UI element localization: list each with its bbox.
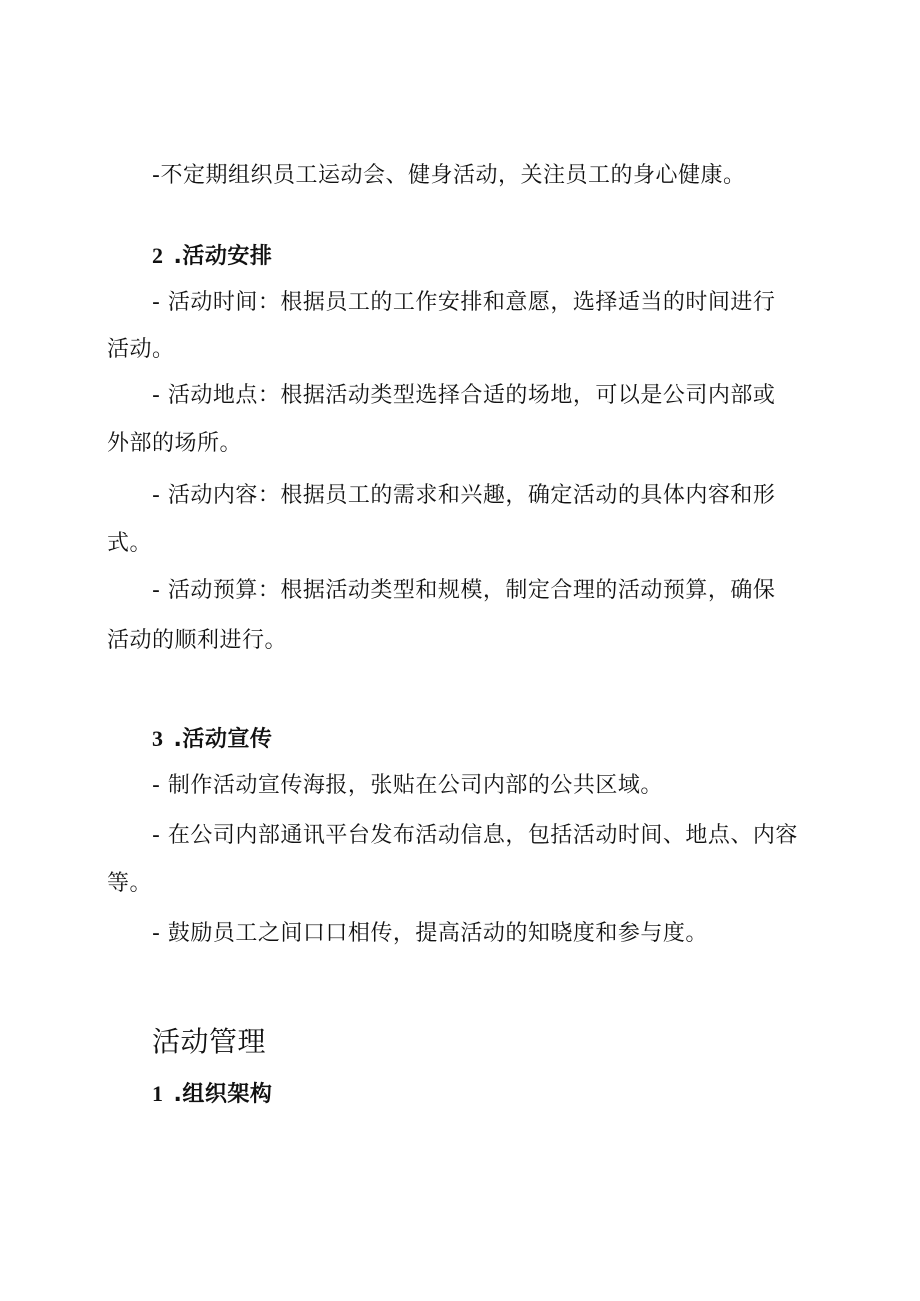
heading-activity-promotion — [152, 725, 872, 754]
heading-number: 3 — [152, 726, 164, 751]
item-activity-time-line2: 活动。 — [107, 337, 175, 362]
item-activity-content-line2: 式。 — [107, 531, 153, 556]
heading-activity-arrangement — [152, 242, 872, 271]
item-activity-time-line1: - 活动时间：根据员工的工作安排和意愿，选择适当的时间进行 — [152, 290, 776, 315]
item-poster: - 制作活动宣传海报，张贴在公司内部的公共区域。 — [152, 773, 663, 798]
section-title-activity-management: 活动管理 — [152, 1025, 267, 1058]
item-activity-content-line1: - 活动内容：根据员工的需求和兴趣，确定活动的具体内容和形 — [152, 483, 776, 508]
heading-number: 2 — [152, 243, 164, 268]
item-activity-venue-line1: - 活动地点：根据活动类型选择合适的场地，可以是公司内部或 — [152, 383, 776, 408]
heading-text: .活动宣传 — [173, 727, 273, 752]
heading-text: .组织架构 — [173, 1082, 273, 1107]
item-internal-platform-line1: - 在公司内部通讯平台发布活动信息，包括活动时间、地点、内容 — [152, 823, 798, 848]
heading-organization-structure — [152, 1080, 872, 1109]
heading-text: .活动安排 — [173, 244, 273, 269]
heading-number: 1 — [152, 1081, 164, 1106]
item-internal-platform-line2: 等。 — [107, 871, 153, 896]
item-activity-budget-line2: 活动的顺利进行。 — [107, 628, 288, 653]
paragraph-sports-events: -不定期组织员工运动会、健身活动，关注员工的身心健康。 — [152, 163, 746, 188]
item-activity-venue-line2: 外部的场所。 — [107, 431, 243, 456]
item-activity-budget-line1: - 活动预算：根据活动类型和规模，制定合理的活动预算，确保 — [152, 578, 776, 603]
item-word-of-mouth: - 鼓励员工之间口口相传，提高活动的知晓度和参与度。 — [152, 921, 708, 946]
